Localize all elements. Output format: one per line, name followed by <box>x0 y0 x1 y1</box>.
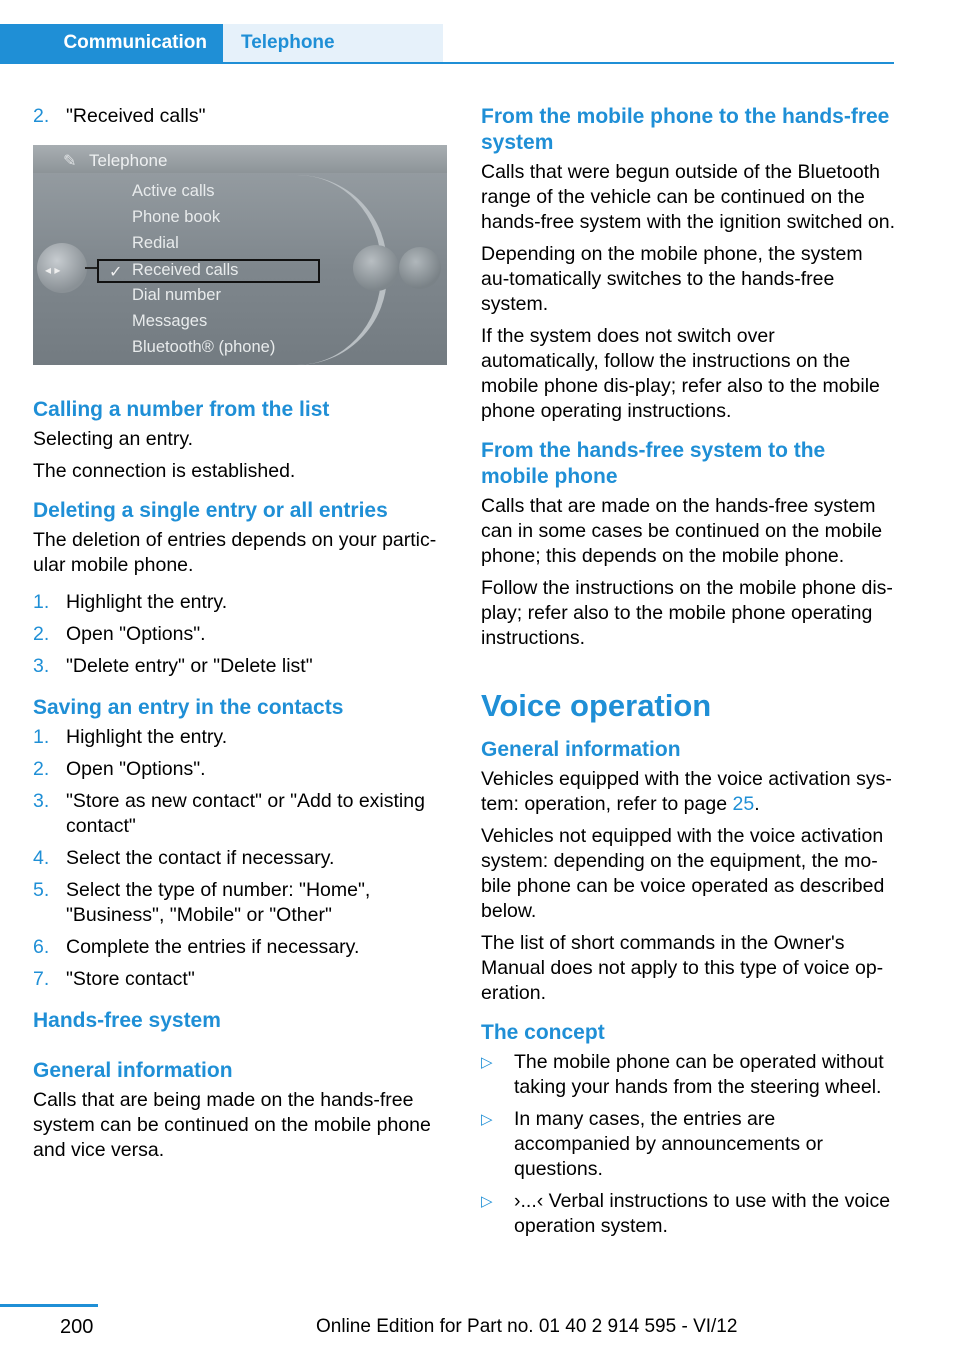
list-item: 1. Highlight the entry. <box>33 591 228 613</box>
menu-item: Redial <box>132 234 179 252</box>
wrench-icon: ✎ <box>63 153 77 170</box>
menu-item: Messages <box>132 312 208 330</box>
list-item: ▷ The mobile phone can be operated without taking your hands from the steering wheel. <box>481 1051 884 1098</box>
section-heading: Hands-free system <box>33 1009 221 1032</box>
list-item: ▷ In many cases, the entries are accompanied by announcements or questions. <box>481 1108 823 1180</box>
screen-title: Telephone <box>89 151 168 170</box>
list-item: 3. "Delete entry" or "Delete list" <box>33 655 313 677</box>
menu-item: Active calls <box>132 182 215 200</box>
footer-rule <box>0 1304 98 1307</box>
tab-communication[interactable]: Communication <box>0 24 223 62</box>
triangle-bullet-icon: ▷ <box>481 1054 493 1071</box>
section-heading: General information <box>481 738 681 761</box>
list-item: 2. Open "Options". <box>33 623 206 645</box>
menu-item: Phone book <box>132 208 221 226</box>
subsection-heading: General information <box>33 1059 233 1082</box>
delete-steps <box>33 590 447 679</box>
list-item: 5. Select the type of number: "Home", "Business", "Mobile" or "Other" <box>33 879 371 926</box>
menu-item-selected: Received calls <box>132 261 239 279</box>
list-item: 4. Select the contact if necessary. <box>33 847 335 869</box>
screen-header <box>33 145 447 173</box>
tab-telephone[interactable]: Telephone <box>223 24 443 62</box>
section-heading: Saving an entry in the contacts <box>33 696 344 719</box>
idrive-screen-image <box>33 145 447 365</box>
settings-knob-icon <box>353 245 399 291</box>
section-heading: From the hands-free system to the mobile phone <box>481 439 826 488</box>
list-item: 1. Highlight the entry. <box>33 726 228 748</box>
controller-wheel-icon: ◂ ▸ <box>37 243 87 293</box>
step-number: 2. <box>33 105 50 127</box>
chapter-title: Voice operation <box>481 688 712 723</box>
received-calls-step <box>33 104 447 129</box>
list-item: 2. "Received calls" <box>33 105 206 127</box>
list-item: ▷ ›...‹ Verbal instructions to use with the voice operation system. <box>481 1190 891 1237</box>
section-heading: From the mobile phone to the hands-free system <box>481 105 890 154</box>
list-item: 7. "Store contact" <box>33 968 195 990</box>
right-column: From the mobile phone to the hands-free system Calls that were begun outside of the Bluetooth range of the vehicle can be continued on the hands-free system with the ignition switched on. Depending on the mobile phone, the system au‐tomatically switches to the hands-free system. If the system does not switch over automatically, follow the instructions on the mobile phone dis‐play; refer also to the mobile phone operating instructions. From the hands-free system to the mobile phone Calls that are made on the hands-free system can in some cases be continued on the mobile phone; this depends on the mobile phone. Follow the instructions on the mobile phone dis‐play; refer also to the mobile phone operating instructions. Voice operation General information Vehicles equipped with the voice activation sys‐tem: operation, refer to page 25. Vehicles not equipped with the voice activation system: depending on the equipment, the mo‐bile phone can be voice operated as described below. The list of short commands in the Owner's Manual does not apply to this type of voice op‐eration. The concept ▷ The mobile phone can be operated without taking your hands from the steering wheel. ▷ In many cases, the entries are accompanied by announcements or questions. ▷ ›...‹ Verbal instructions to use with the voice operation system. <box>481 105 896 1237</box>
list-item: 3. "Store as new contact" or "Add to existing contact" <box>33 790 425 837</box>
checkmark-icon: ✓ <box>109 264 123 281</box>
section-heading: The concept <box>481 1021 605 1044</box>
page-link[interactable]: 25 <box>732 793 755 815</box>
list-item: 2. Open "Options". <box>33 758 206 780</box>
menu-item: Dial number <box>132 286 221 304</box>
triangle-bullet-icon: ▷ <box>481 1111 493 1128</box>
page-number: 200 <box>60 1316 94 1338</box>
display-knob-icon <box>399 247 441 289</box>
left-column: 2. "Received calls" ✎ Telephone ◂ ▸ ✓ Active calls Phone book Redial Received calls Dial number Messages Bluetooth® (phone) Calling a number from the list Selecting an entry. The connection is established. Deleting a single entry or all entries The deletion of entries depends on your partic‐ular mobile phone. 1. Highlight the entry. 2. Open "Options". 3. "Delete entry" or "Delete list" Saving an entry in the contacts 1. Highlight the entry. 2. Open "Options". 3. "Store as new contact" or "Add to existing contact" 4. Select the contact if necessary. 5. Select the type of number: "Home", "Business", "Mobile" or "Other" 6. Complete the entries if necessary. 7. "Store contact" Hands-free system General information Calls that are being made on the hands-free system can be continued on the mobile phone and vice versa. <box>33 104 447 1170</box>
section-heading: Calling a number from the list <box>33 398 330 421</box>
save-steps <box>33 725 447 992</box>
edition-text: Online Edition for Part no. 01 40 2 914 595 - VI/12 <box>316 1316 738 1337</box>
header-tabs <box>0 24 894 64</box>
section-heading: Deleting a single entry or all entries <box>33 499 388 522</box>
concept-bullets <box>481 1050 896 1239</box>
triangle-bullet-icon: ▷ <box>481 1193 493 1210</box>
list-item: 6. Complete the entries if necessary. <box>33 936 360 958</box>
menu-item: Bluetooth® (phone) <box>132 338 276 356</box>
